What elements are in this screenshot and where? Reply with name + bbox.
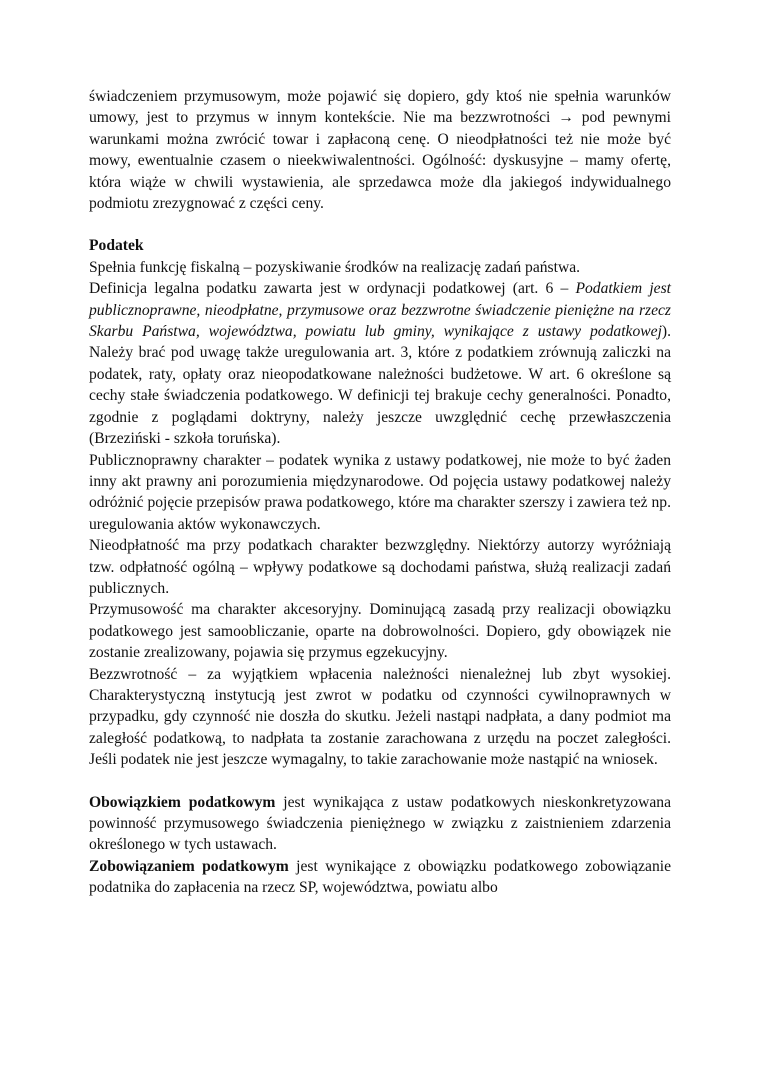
definition-text-a: Definicja legalna podatku zawarta jest w ordynacji podatkowej (art. 6 –: [89, 280, 576, 298]
spacer: [89, 214, 671, 235]
definition-text-b: ). Należy brać pod uwagę także uregulowania art. 3, które z podatkiem zrównują zaliczki na podatek, raty, opłaty oraz nieopodatkowane należności budżetowe. W art. 6 określone są cechy stałe świadczenia podatkowego. W definicji tej brakuje cechy generalności. Ponadto, zgodnie z poglądami doktryny, należy jeszcze uwzględnić cechę przewłaszczenia (Brzeziński - szkoła toruńska).: [89, 323, 671, 448]
spacer: [89, 771, 671, 792]
paragraph-non-refundable: Bezzwrotność – za wyjątkiem wpłacenia należności nienależnej lub zbyt wysokiej. Charakterystyczną instytucją jest zwrot w podatku od czynności cywilnoprawnych w przypadku, gdy czynność nie doszła do skutku. Jeżeli nastąpi nadpłata, a dany podmiot ma zaległość podatkową, to nadpłata ta zostanie zarachowana z urzędu na poczet zaległości. Jeśli podatek nie jest jeszcze wymagalny, to takie zarachowanie może nastąpić na wniosek.: [89, 665, 671, 769]
paragraph-compulsory: Przymusowość ma charakter akcesoryjny. Dominującą zasadą przy realizacji obowiązku podatkowego jest samoobliczanie, oparte na dobrowolności. Dopiero, gdy obowiązek nie zostanie zrealizowany, pojawia się przymus egzekucyjny.: [89, 601, 671, 662]
paragraph-tax-liability: [89, 856, 671, 899]
term-tax-liability: Zobowiązaniem podatkowym: [89, 857, 289, 875]
definition-quote: Podatkiem jest publicznoprawne, nieodpłatne, przymusowe oraz bezzwrotne świadczenie pieniężne na rzecz Skarbu Państwa, województwa, powiatu lub gminy, wynikające z ustawy podatkowej: [89, 280, 671, 341]
tax-obligation-text: jest wynikająca z ustaw podatkowych nieskonkretyzowana powinność przymusowego świadczenia pieniężnego w związku z zaistnieniem zdarzenia określonego w tych ustawach.: [89, 793, 671, 854]
section-heading: Podatek: [89, 237, 144, 255]
tax-liability-text: jest wynikające z obowiązku podatkowego zobowiązanie podatnika do zapłacenia na rzecz SP, województwa, powiatu albo: [89, 857, 671, 897]
paragraph-gratuitous: Nieodpłatność ma przy podatkach charakter bezwzględny. Niektórzy autorzy wyróżniają tzw. odpłatność ogólną – wpływy podatkowe są dochodami państwa, służą realizacji zadań publicznych.: [89, 537, 671, 597]
term-tax-obligation: Obowiązkiem podatkowym: [89, 793, 276, 811]
document-page: [89, 86, 671, 899]
paragraph-fiscal: Spełnia funkcję fiskalną – pozyskiwanie środków na realizację zadań państwa.: [89, 258, 581, 276]
paragraph-definition: [89, 278, 671, 449]
paragraph-public-law: Publicznoprawny charakter – podatek wynika z ustawy podatkowej, nie może to być żaden inny akt prawny ani porozumienia międzynarodowe. Od pojęcia ustawy podatkowej należy odróżnić pojęcie przepisów prawa podatkowego, które ma charakter szerszy i zawiera też np. uregulowania aktów wykonawczych.: [89, 451, 671, 533]
paragraph-tax-obligation: [89, 792, 671, 856]
paragraph-intro: świadczeniem przymusowym, może pojawić się dopiero, gdy ktoś nie spełnia warunków umowy, jest to przymus w innym kontekście. Nie ma bezzwrotności → pod pewnymi warunkami można zwrócić towar i zapłaconą cenę. O nieodpłatności też nie może być mowy, ewentualnie czasem o nieekwiwalentności. Ogólność: dyskusyjne – mamy ofertę, która wiąże w chwili wystawienia, ale sprzedawca może dla jakiegoś indywidualnego podmiotu zrezygnować z części ceny.: [89, 88, 671, 213]
